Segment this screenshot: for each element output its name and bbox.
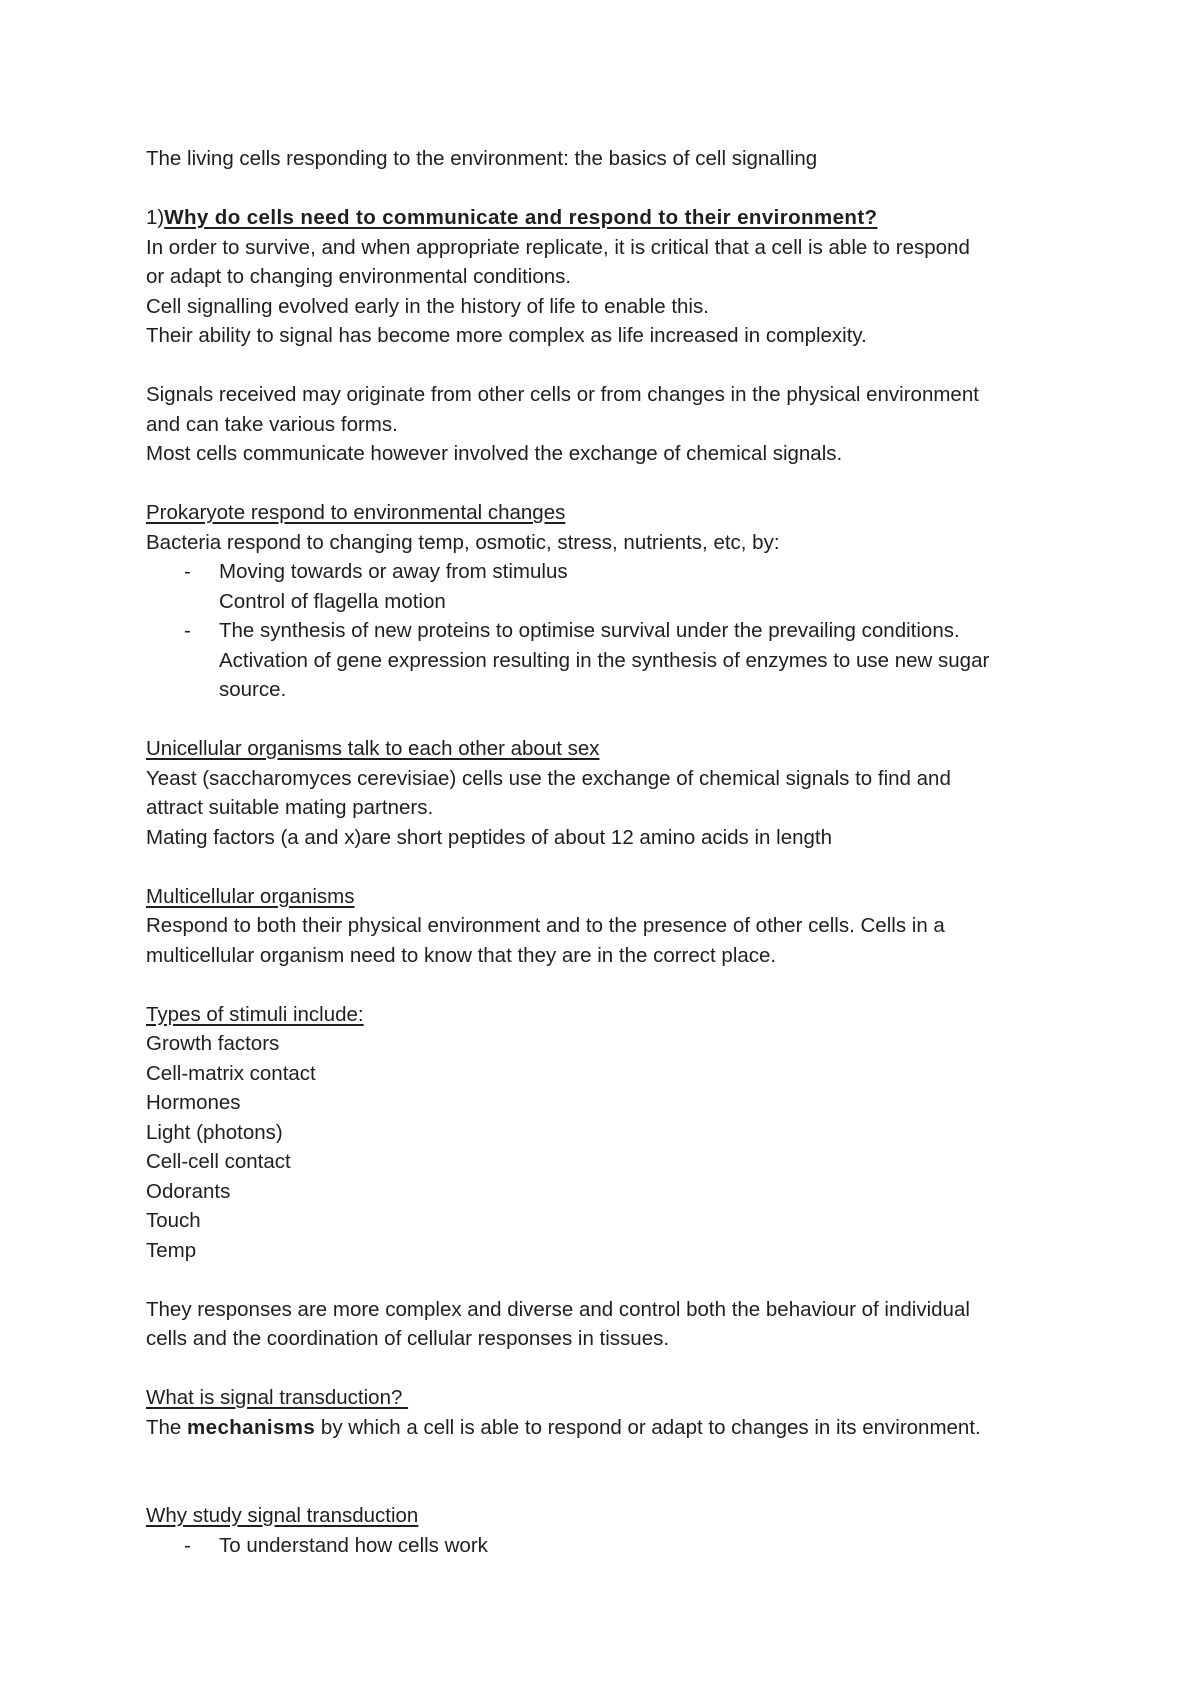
paragraph-line: Cell signalling evolved early in the history of life to enable this. xyxy=(146,294,709,318)
stimulus-item: Light (photons) xyxy=(146,1120,283,1144)
list-item-continuation: source. xyxy=(219,678,287,701)
paragraph-line: They responses are more complex and diverse and control both the behaviour of individual xyxy=(146,1297,970,1321)
stimulus-item: Touch xyxy=(146,1209,201,1232)
bullet-dash: - xyxy=(184,1533,191,1557)
why-study-heading: Why study signal transduction xyxy=(146,1504,419,1527)
signal-transduction-heading: What is signal transduction? xyxy=(146,1386,409,1409)
paragraph-line: Bacteria respond to changing temp, osmotic, stress, nutrients, etc, by: xyxy=(146,530,780,554)
multicellular-heading: Multicellular organisms xyxy=(146,884,355,908)
paragraph-line: and can take various forms. xyxy=(146,412,398,436)
document-title: The living cells responding to the environment: the basics of cell signalling xyxy=(146,147,818,170)
paragraph-line: In order to survive, and when appropriate replicate, it is critical that a cell is able to respond xyxy=(146,235,970,259)
paragraph-line: multicellular organism need to know that they are in the correct place. xyxy=(146,943,777,967)
paragraph-line: Signals received may originate from other cells or from changes in the physical environment xyxy=(146,383,979,406)
paragraph-line: Yeast (saccharomyces cerevisiae) cells use the exchange of chemical signals to find and xyxy=(146,766,951,790)
stimuli-heading: Types of stimuli include: xyxy=(146,1002,364,1026)
stimulus-item: Cell-cell contact xyxy=(146,1150,291,1173)
definition-line: The mechanisms by which a cell is able to respond or adapt to changes in its environment. xyxy=(146,1415,981,1439)
question-1-heading xyxy=(146,203,1086,233)
unicellular-heading: Unicellular organisms talk to each other about sex xyxy=(146,737,600,760)
stimulus-item: Temp xyxy=(146,1238,197,1262)
question-1-text: Why do cells need to communicate and respond to their environment? xyxy=(164,206,878,229)
stimulus-item: Hormones xyxy=(146,1091,241,1114)
bold-term: mechanisms xyxy=(187,1415,316,1439)
prokaryote-heading: Prokaryote respond to environmental changes xyxy=(146,501,566,524)
list-item: - The synthesis of new proteins to optimise survival under the prevailing conditions. xyxy=(146,616,1086,646)
paragraph-line: Their ability to signal has become more complex as life increased in complexity. xyxy=(146,324,867,347)
paragraph-line: or adapt to changing environmental conditions. xyxy=(146,265,572,288)
question-number: 1) xyxy=(146,206,165,229)
list-item: - To understand how cells work xyxy=(146,1531,1086,1561)
list-item-continuation: Activation of gene expression resulting in the synthesis of enzymes to use new sugar xyxy=(219,648,990,672)
stimulus-item: Odorants xyxy=(146,1179,231,1203)
list-item-continuation: Control of flagella motion xyxy=(219,589,446,613)
document-page xyxy=(146,144,1086,1560)
paragraph-line: Mating factors (a and x)are short peptides of about 12 amino acids in length xyxy=(146,825,833,849)
list-item: - Moving towards or away from stimulus xyxy=(146,557,1086,587)
stimulus-item: Cell-matrix contact xyxy=(146,1061,316,1085)
paragraph-line: Most cells communicate however involved the exchange of chemical signals. xyxy=(146,442,843,465)
bullet-dash: - xyxy=(184,560,191,583)
bullet-dash: - xyxy=(184,619,191,642)
paragraph-line: Respond to both their physical environment and to the presence of other cells. Cells in a xyxy=(146,914,945,937)
stimulus-item: Growth factors xyxy=(146,1032,280,1055)
paragraph-line: cells and the coordination of cellular responses in tissues. xyxy=(146,1327,670,1350)
paragraph-line: attract suitable mating partners. xyxy=(146,796,434,819)
